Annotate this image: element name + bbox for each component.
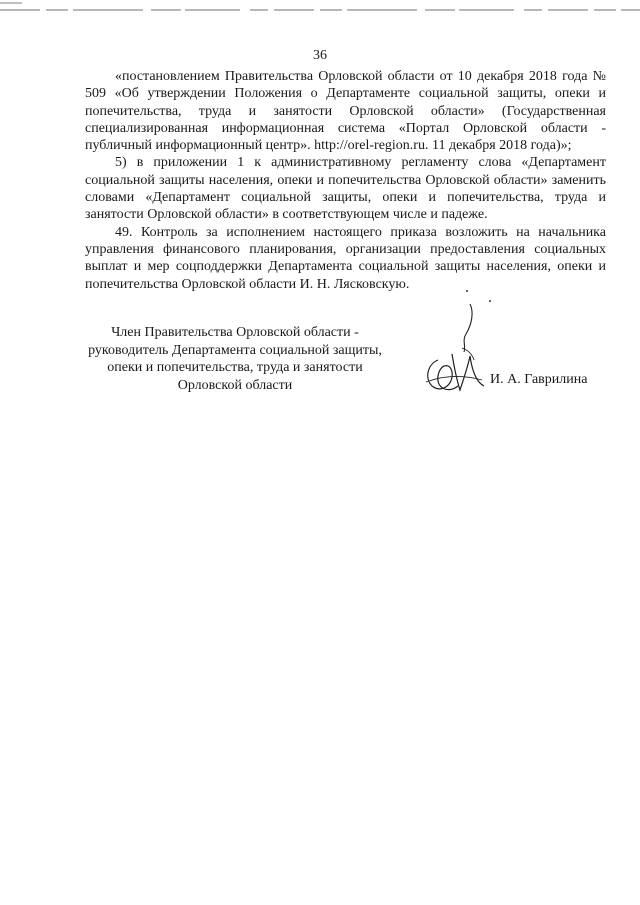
paragraph-item-5: 5) в приложении 1 к административному регламенту слова «Департамент социальной защиты населения, опеки и попечительства Орловской области» заменить словами «Департамент социальной защиты, опеки и попечительства, труда и занятости Орловской области» в соответствующем числе и падеже. bbox=[85, 155, 606, 223]
paragraph-item-49: 49. Контроль за исполнением настоящего приказа возложить на начальника управления финансового планирования, организации предоставления социальных выплат и мер соцподдержки Департамента социальной защиты населения, опеки и попечительства Орловской области И. Н. Лясковскую. bbox=[85, 224, 606, 292]
signatory-position-line: руководитель Департамента социальной защиты, bbox=[88, 342, 382, 358]
scan-header-artifact bbox=[0, 0, 640, 14]
signatory-position-line: опеки и попечительства, труда и занятости bbox=[107, 360, 363, 375]
page-number: 36 bbox=[313, 48, 327, 63]
signatory-position-line: Орловской области bbox=[177, 377, 293, 393]
scan-speck bbox=[466, 290, 468, 292]
document-body bbox=[85, 68, 606, 293]
handwritten-signature bbox=[408, 290, 498, 402]
signer-name: И. А. Гаврилина bbox=[490, 372, 588, 387]
signatory-position bbox=[65, 324, 405, 394]
scan-speck bbox=[489, 300, 491, 302]
paragraph-decree-citation: «постановлением Правительства Орловской области от 10 декабря 2018 года № 509 «Об утверждении Положения о Департаменте социальной защиты, опеки и попечительства, труда и занятости Орловской области» (Государственная специализированная информационная система «Портал Орловской области - публичный информационный центр». http://orel-region.ru. 11 декабря 2018 года)»; bbox=[85, 69, 606, 154]
signatory-position-line: Член Правительства Орловской области - bbox=[111, 325, 359, 340]
